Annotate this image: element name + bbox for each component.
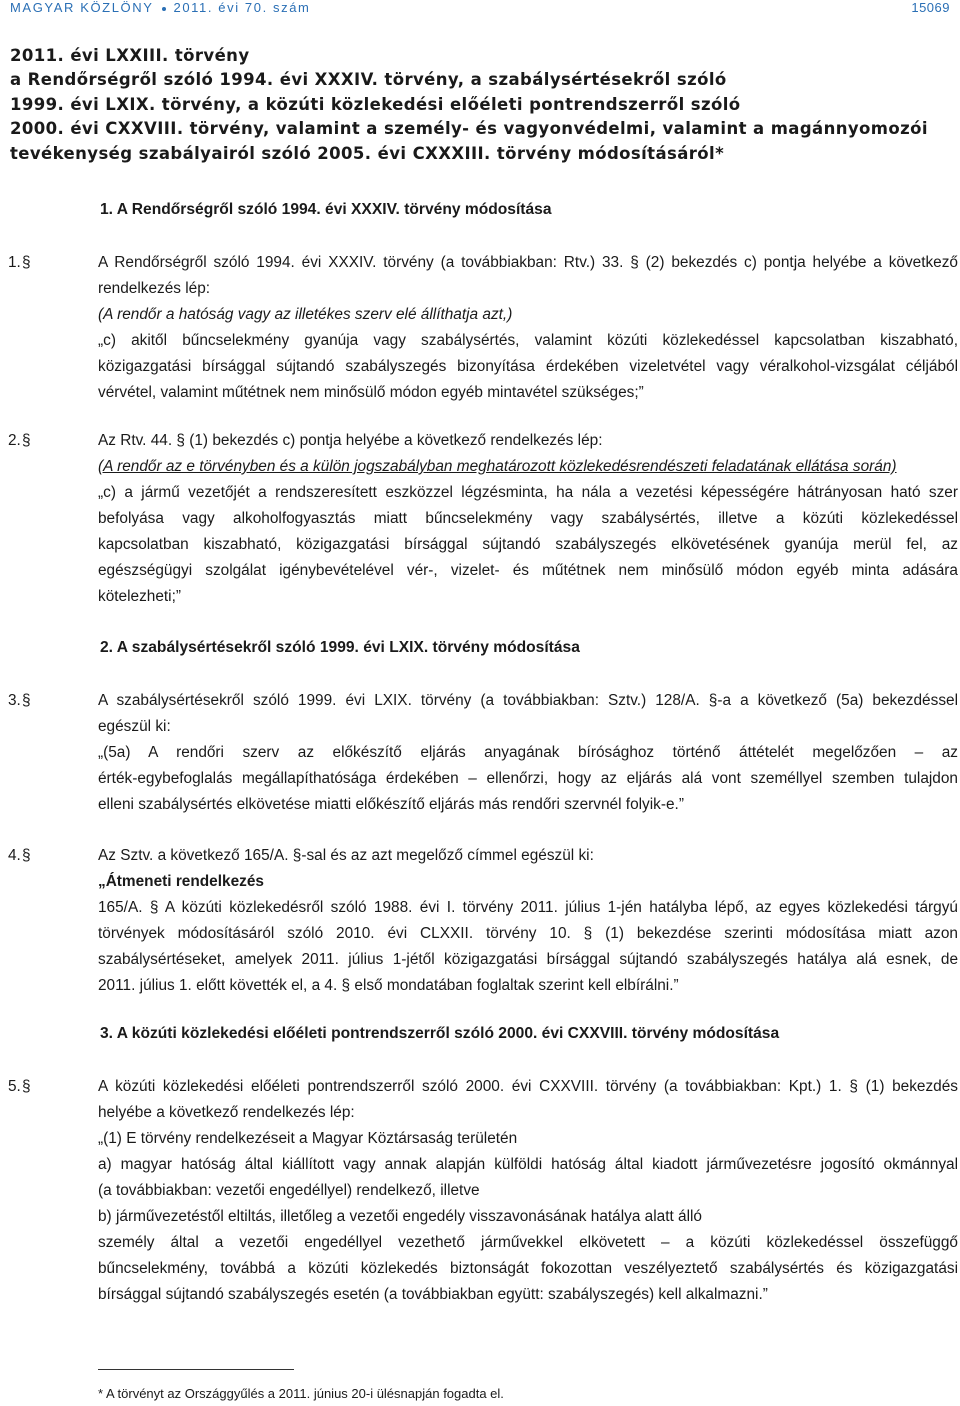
footnote: * A törvényt az Országgyűlés a 2011. június 20-i ülésnapján fogadta el.: [98, 1386, 504, 1401]
text-line: törvények módosításáról szóló 2010. évi CLXXII. törvény 10. § (1) bekezdése szerinti módosítása miatt azon: [98, 925, 958, 942]
text-line: elleni szabálysértés elkövetése miatti előkészítő eljárás más rendőri szervnél folyik-e.”: [98, 796, 684, 813]
bullet-separator: [162, 7, 166, 11]
title-line: 2011. évi LXXIII. törvény: [10, 46, 250, 65]
text-line: kötelezheti;”: [98, 588, 181, 605]
journal-name: MAGYAR KÖZLÖNY: [10, 0, 154, 15]
section-sign: §: [22, 692, 31, 709]
text-line: érték-egybefoglalás megállapíthatósága érdekében – ellenőrzi, hogy az eljárás alá vont személlyel szemben tulajdon: [98, 770, 958, 787]
text-line: bírsággal sújtandó szabályszegés esetén (a továbbiakban együtt: szabályszegés) kell alkalmazni.”: [98, 1286, 768, 1303]
subheading: „Átmeneti rendelkezés: [98, 873, 264, 890]
text-line: Az Rtv. 44. § (1) bekezdés c) pontja helyébe a következő rendelkezés lép:: [98, 432, 603, 449]
section-heading-3: 3. A közúti közlekedési előéleti pontrendszerről szóló 2000. évi CXXVIII. törvény módosítása: [100, 1025, 780, 1042]
text-line: 165/A. § A közúti közlekedésről szóló 1988. évi I. törvény 2011. július 1-jén hatályba lépő, az egyes közlekedési tárgyú: [98, 899, 958, 916]
section-heading-2: 2. A szabálysértésekről szóló 1999. évi LXIX. törvény módosítása: [100, 639, 580, 656]
paragraph-body: [98, 1074, 958, 1308]
section-sign: §: [22, 254, 31, 271]
text-line: (A rendőr a hatóság vagy az illetékes szerv elé állíthatja azt,): [98, 306, 513, 323]
paragraph-number: 2.: [8, 432, 21, 449]
text-line: A közúti közlekedési előéleti pontrendszerről szóló 2000. évi CXXVIII. törvény (a továbbiakban: Kpt.) 1. § (1) bekezdés: [98, 1078, 958, 1095]
text-line: szabálysértéseket, amelyek 2011. július 1-jétől közigazgatási bírsággal sújtandó szabályszegés hatálya alá esnek, de: [98, 951, 958, 968]
paragraph-body: [98, 688, 958, 818]
text-line: egészségügyi szolgálat igénybevételével vér-, vizelet- és műtétnek nem minősülő módon egyéb minta adására: [98, 562, 958, 579]
text-line: „(1) E törvény rendelkezéseit a Magyar Köztársaság területén: [98, 1130, 518, 1147]
title-line: a Rendőrségről szóló 1994. évi XXXIV. törvény, a szabálysértésekről szóló: [10, 70, 727, 90]
text-line: (a továbbiakban: vezetői engedéllyel) rendelkező, illetve: [98, 1182, 480, 1199]
issue-number: 2011. évi 70. szám: [173, 0, 311, 15]
paragraph-number: 3.: [8, 692, 21, 709]
title-line: tevékenység szabályairól szóló 2005. évi CXXXIII. törvény módosításáról*: [10, 143, 725, 163]
text-line: „c) akitől bűncselekmény gyanúja vagy szabálysértés, valamint közúti közlekedéssel kapcsolatban kiszabható,: [98, 332, 958, 349]
text-line: befolyása vagy alkoholfogyasztás miatt bűncselekmény vagy szabálysértés, illetve a közúti közlekedéssel: [98, 510, 958, 527]
section-heading-1: 1. A Rendőrségről szóló 1994. évi XXXIV. törvény módosítása: [100, 201, 552, 218]
journal-running-head: [10, 0, 310, 15]
page-header: [10, 0, 950, 18]
page-number: 15069: [911, 0, 950, 15]
paragraph-body: [98, 843, 958, 999]
paragraph-number: 1.: [8, 254, 21, 271]
title-line: 1999. évi LXIX. törvény, a közúti közlekedési előéleti pontrendszerről szóló: [10, 94, 741, 114]
text-line: a) magyar hatóság által kiállított vagy annak alapján külföldi hatóság által kiadott járművezetésre jogosító okmánnyal: [98, 1156, 958, 1173]
title-line: 2000. évi CXXVIII. törvény, valamint a személy- és vagyonvédelmi, valamint a magánnyomozói: [10, 119, 928, 139]
text-line: vérvétel, valamint műtétnek nem minősülő módon egyéb mintavétel szükséges;”: [98, 384, 644, 401]
paragraph-body: [98, 250, 958, 406]
paragraph-number: 5.: [8, 1078, 21, 1095]
text-line: „(5a) A rendőri szerv az előkészítő eljárás anyagának bírósághoz történő áttételét megelőzően – az: [98, 744, 958, 761]
text-line: személy által a vezetői engedéllyel vezethető járművekkel elkövetett – a közúti közlekedéssel összefüggő: [98, 1234, 958, 1251]
text-line: b) járművezetéstől eltiltás, illetőleg a vezetői engedély visszavonásának hatálya alatt álló: [98, 1208, 702, 1225]
text-line: 2011. július 1. előtt követték el, a 4. § első mondatában foglaltak szerint kell elbírálni.”: [98, 977, 679, 994]
section-sign: §: [22, 847, 31, 864]
text-line: „c) a jármű vezetőjét a rendszeresített eszközzel légzésminta, ha nála a vezetési képességére hátrányosan ható szer: [98, 484, 958, 501]
text-line: A Rendőrségről szóló 1994. évi XXXIV. törvény (a továbbiakban: Rtv.) 33. § (2) bekezdés c) pontja helyébe a következő: [98, 254, 958, 271]
section-sign: §: [22, 432, 31, 449]
footnote-divider: [98, 1369, 294, 1370]
text-line: (A rendőr az e törvényben és a külön jogszabályban meghatározott közlekedésrendészeti feladatának ellátása során): [98, 458, 897, 475]
text-line: bűncselekmény, továbbá a közúti közlekedés biztonságát fokozottan veszélyeztető szabálysértés és közigazgatási: [98, 1260, 958, 1277]
text-line: közigazgatási bírsággal sújtandó szabályszegés bizonyítása érdekében vizeletvétel vagy véralkohol-vizsgálat céljából: [98, 358, 958, 375]
law-title: [10, 44, 950, 166]
text-line: A szabálysértésekről szóló 1999. évi LXIX. törvény (a továbbiakban: Sztv.) 128/A. §-a a következő (5a) bekezdéssel: [98, 692, 958, 709]
paragraph-body: [98, 428, 958, 610]
text-line: egészül ki:: [98, 718, 171, 735]
paragraph-number: 4.: [8, 847, 21, 864]
text-line: rendelkezés lép:: [98, 280, 211, 297]
section-sign: §: [22, 1078, 31, 1095]
text-line: Az Sztv. a következő 165/A. §-sal és az azt megelőző címmel egészül ki:: [98, 847, 594, 864]
text-line: helyébe a következő rendelkezés lép:: [98, 1104, 355, 1121]
text-line: kapcsolatban kiszabható, közigazgatási bírsággal sújtandó szabályszegés elkövetésének gyanúja merül fel, az: [98, 536, 958, 553]
